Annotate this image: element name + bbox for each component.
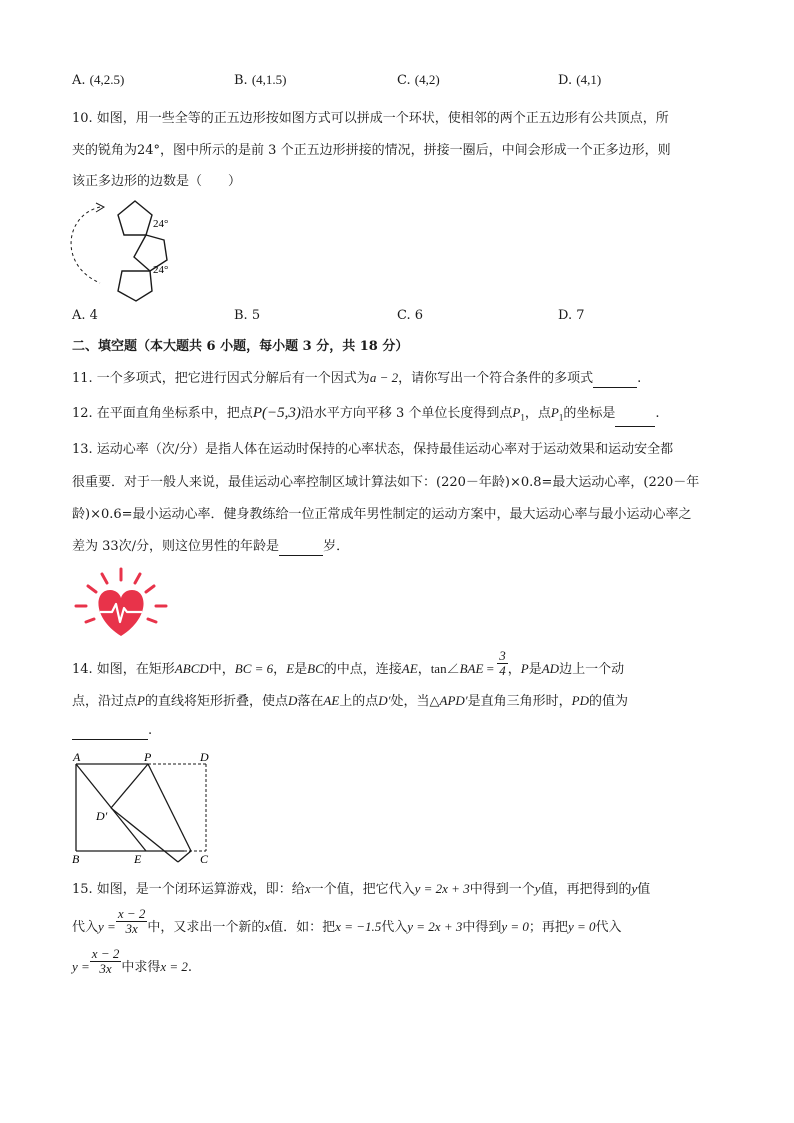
math: x bbox=[304, 881, 311, 896]
text: 14. 如图，在矩形 bbox=[72, 662, 175, 677]
fraction-denominator: 3x bbox=[125, 921, 138, 936]
math: y = bbox=[72, 959, 90, 974]
text: ， bbox=[273, 662, 287, 677]
math: y bbox=[631, 881, 638, 896]
text: 落在 bbox=[297, 694, 324, 709]
q11-suffix: ，请你写出一个符合条件的多项式 bbox=[398, 371, 594, 386]
math: P bbox=[137, 693, 145, 708]
option-value: (4,2) bbox=[414, 72, 440, 87]
text: 点，沿过点 bbox=[72, 694, 138, 709]
rectangle-fold-figure bbox=[66, 748, 226, 866]
question-11 bbox=[72, 369, 641, 388]
q9-option-c bbox=[397, 72, 440, 88]
fraction bbox=[116, 907, 148, 936]
q12-sub: 1 bbox=[558, 412, 564, 423]
text: 的直线将矩形折叠，使点 bbox=[144, 694, 288, 709]
q10-line3: 该正多边形的边数是（ ） bbox=[72, 174, 242, 189]
point-label: A bbox=[73, 750, 81, 764]
q9-option-a bbox=[72, 72, 124, 88]
option-value: (4,1.5) bbox=[251, 72, 287, 87]
math: y = bbox=[98, 919, 116, 934]
text: 代入 bbox=[72, 920, 99, 935]
text: 是 bbox=[528, 662, 542, 677]
math: BAE bbox=[459, 661, 484, 676]
text: 的值为 bbox=[589, 694, 629, 709]
math: ABCD bbox=[174, 661, 209, 676]
math: E bbox=[286, 661, 295, 676]
pentagon-bottom bbox=[118, 271, 152, 301]
q14-line3 bbox=[72, 722, 152, 740]
point-label: B bbox=[72, 852, 80, 866]
math: y = 0 bbox=[501, 919, 529, 934]
math: y = 2x + 3 bbox=[414, 881, 470, 896]
q12-sub: 1 bbox=[520, 412, 525, 423]
angle-label: 24° bbox=[153, 264, 169, 276]
math: BC bbox=[307, 661, 324, 676]
fraction bbox=[90, 947, 122, 976]
option-value: 5 bbox=[251, 308, 261, 323]
text: 中得到 bbox=[462, 920, 502, 935]
math: BC = 6 bbox=[234, 661, 274, 676]
text: . bbox=[187, 960, 193, 975]
fraction-numerator: x − 2 bbox=[91, 946, 120, 961]
q12-p1: P bbox=[512, 405, 521, 420]
text: 15. 如图，是一个闭环运算游戏，即：给 bbox=[72, 882, 305, 897]
q11-end: . bbox=[637, 371, 642, 386]
text: 值，再把得到的 bbox=[540, 882, 632, 897]
q13-line1: 13. 运动心率（次/分）是指人体在运动时保持的心率状态，保持最佳运动心率对于运动效果和运动安全都 bbox=[72, 442, 674, 457]
math: y = 0 bbox=[567, 919, 596, 934]
text: 代入 bbox=[595, 920, 622, 935]
point-label: P bbox=[144, 750, 152, 764]
answer-blank[interactable] bbox=[615, 412, 655, 427]
text: 的中点，连接 bbox=[323, 662, 402, 677]
q9-option-b bbox=[234, 72, 287, 88]
math: APD′ bbox=[439, 693, 468, 708]
point-label: E bbox=[134, 852, 142, 866]
q13-line2: 很重要．对于一般人来说，最佳运动心率控制区域计算法如下：(220－年龄)×0.8=最大运动心率，(220－年 bbox=[72, 475, 700, 490]
text: 一个值，把它代入 bbox=[310, 882, 415, 897]
option-value: (4,1) bbox=[576, 72, 602, 87]
q10-line1: 10. 如图，用一些全等的正五边形按如图方式可以拼成一个环状，使相邻的两个正五边形有公共顶点，所 bbox=[72, 111, 669, 126]
text: ；再把 bbox=[528, 920, 568, 935]
text: 边上一个动 bbox=[559, 662, 625, 677]
q10-option-b bbox=[234, 308, 260, 323]
text: 代入 bbox=[381, 920, 408, 935]
answer-blank[interactable] bbox=[279, 541, 323, 556]
math: x bbox=[264, 919, 271, 934]
q12-prefix: 12. 在平面直角坐标系中，把点 bbox=[72, 406, 253, 421]
section-heading: 二、填空题（本大题共 6 小题，每小题 3 分，共 18 分） bbox=[72, 339, 409, 354]
q12-p1b: P bbox=[550, 405, 559, 420]
option-value: 4 bbox=[89, 308, 98, 323]
answer-blank[interactable] bbox=[593, 373, 637, 388]
text: 中，又求出一个新的 bbox=[147, 920, 265, 935]
math: AD bbox=[541, 661, 560, 676]
q10-option-c bbox=[397, 308, 423, 323]
q11-prefix: 11. 一个多项式，把它进行因式分解后有一个因式为 bbox=[72, 371, 370, 386]
option-value: (4,2.5) bbox=[89, 72, 125, 87]
text: 值 bbox=[637, 882, 651, 897]
option-letter: B. bbox=[234, 308, 248, 323]
math: PD bbox=[571, 693, 590, 708]
math: D bbox=[287, 693, 298, 708]
text: . bbox=[148, 723, 153, 738]
pentagon-top bbox=[118, 201, 152, 235]
q10-line2: 夹的锐角为24°，图中所示的是前 3 个正五边形拼接的情况，拼接一圈后，中间会形成一个正多边形，则 bbox=[72, 143, 671, 158]
point-label: D bbox=[200, 750, 209, 764]
option-letter: A. bbox=[72, 308, 86, 323]
option-letter: B. bbox=[234, 73, 248, 88]
q10-option-a bbox=[72, 308, 98, 323]
pentagon-ring-figure bbox=[40, 195, 200, 305]
math: D′ bbox=[378, 693, 391, 708]
option-letter: C. bbox=[397, 308, 411, 323]
text: 是 bbox=[294, 662, 308, 677]
q15-line1 bbox=[72, 880, 650, 899]
q14-line1 bbox=[72, 648, 625, 679]
option-letter: A. bbox=[72, 73, 86, 88]
angle-label: 24° bbox=[153, 218, 169, 230]
fraction-denominator: 3x bbox=[99, 961, 112, 976]
math: x = −1.5 bbox=[335, 919, 382, 934]
q14-line2 bbox=[72, 692, 628, 711]
option-letter: D. bbox=[558, 308, 573, 323]
text: 上的点 bbox=[339, 694, 379, 709]
q11-factor: a − 2 bbox=[369, 370, 399, 385]
text: 中求得 bbox=[121, 960, 161, 975]
q12-middle2: ，点 bbox=[524, 406, 551, 421]
q12-end: . bbox=[655, 406, 660, 421]
q13-line3: 龄)×0.6=最小运动心率．健身教练给一位正常成年男性制定的运动方案中，最大运动心率与最小运动心率之 bbox=[72, 507, 692, 522]
q15-line2 bbox=[72, 906, 622, 937]
fraction-numerator: x − 2 bbox=[117, 906, 146, 921]
fraction bbox=[497, 649, 508, 678]
q9-option-d bbox=[558, 72, 601, 88]
fraction-denominator: 4 bbox=[499, 663, 506, 678]
text: = bbox=[483, 661, 498, 676]
option-value: 6 bbox=[414, 308, 424, 323]
option-letter: D. bbox=[558, 73, 573, 88]
fraction-numerator: 3 bbox=[499, 648, 506, 663]
math: P bbox=[520, 661, 529, 676]
option-value: 7 bbox=[576, 308, 585, 323]
q12-suffix: 的坐标是 bbox=[563, 406, 616, 421]
text: 处，当△ bbox=[390, 694, 440, 709]
text: ， bbox=[507, 662, 521, 677]
math: AE bbox=[401, 661, 418, 676]
q15-line3 bbox=[72, 946, 193, 977]
math: y = 2x + 3 bbox=[407, 919, 463, 934]
point-label: D′ bbox=[96, 809, 108, 823]
q13-line4-suffix: 岁． bbox=[323, 539, 350, 554]
text: 中得到一个 bbox=[469, 882, 535, 897]
text: 中， bbox=[208, 662, 235, 677]
q12-middle: 沿水平方向平移 3 个单位长度得到点 bbox=[300, 406, 513, 421]
point-label: C bbox=[200, 852, 209, 866]
text: ，tan∠ bbox=[417, 661, 460, 676]
math: AE bbox=[323, 693, 340, 708]
math: x = 2 bbox=[160, 959, 188, 974]
text: 是直角三角形时， bbox=[467, 694, 572, 709]
question-12 bbox=[72, 404, 659, 427]
q13-line4-prefix: 差为 33次/分，则这位男性的年龄是 bbox=[72, 539, 280, 554]
answer-blank[interactable] bbox=[72, 725, 148, 740]
q13-line4 bbox=[72, 538, 349, 556]
q12-point: P(−5,3) bbox=[252, 405, 301, 421]
text: 值．如：把 bbox=[270, 920, 336, 935]
dashed-arc bbox=[71, 207, 100, 283]
heart-rate-icon bbox=[72, 566, 170, 640]
math: y bbox=[534, 881, 541, 896]
option-letter: C. bbox=[397, 73, 411, 88]
q10-option-d bbox=[558, 308, 585, 323]
